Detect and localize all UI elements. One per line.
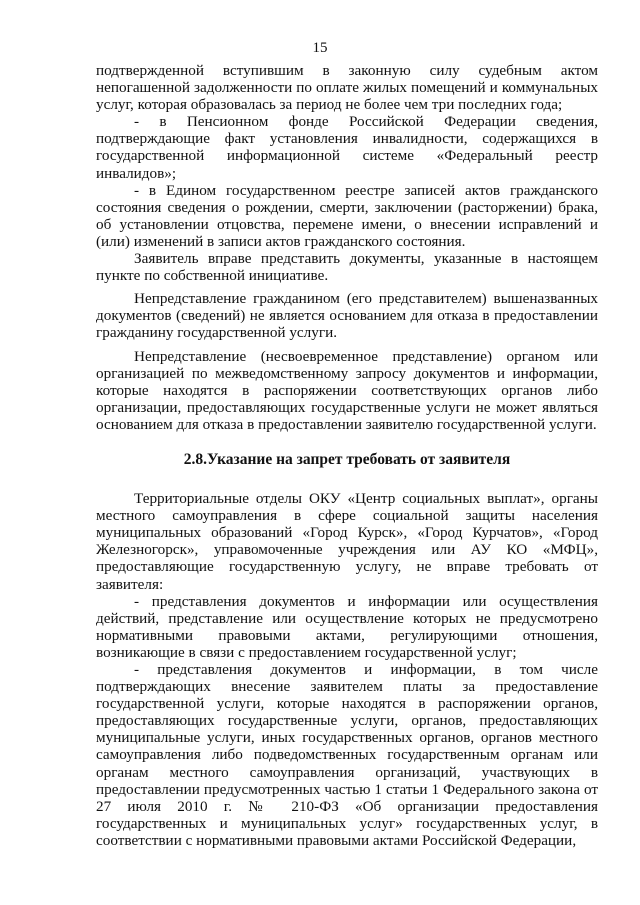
section-heading: 2.8.Указание на запрет требовать от заявителя xyxy=(183,450,511,468)
paragraph-debt: подтвержденной вступившим в законную силу судебным актом непогашенной задолженности по оплате жилых помещений и коммунальных услуг, которая образовалась за период не более чем три последних года; xyxy=(96,62,598,114)
paragraph-prohibited-requirements: Территориальные отделы ОКУ «Центр социальных выплат», органы местного самоуправления в сфере социальной защиты населения муниципальных образований «Город Курск», «Город Курчатов», «Город Железногорск», управомоченные учреждения или АУ КО «МФЦ», предоставляющие государственную услугу, не вправе требовать от заявителя: xyxy=(96,490,598,593)
paragraph-pension-fund: - в Пенсионном фонде Российской Федерации сведения, подтверждающие факт установления инвалидности, содержащихся в государственной информационной системе «Федеральный реестр инвалидов»; xyxy=(96,113,598,182)
paragraph-civil-registry: - в Едином государственном реестре записей актов гражданского состояния сведения о рождении, смерти, заключении (расторжении) брака, об установлении отцовства, перемене имени, о внесении исправлений и (или) изменений в записи актов гражданского состояния. xyxy=(96,181,598,250)
paragraph-own-initiative: Заявитель вправе представить документы, указанные в настоящем пункте по собственной инициативе. xyxy=(96,250,598,285)
body-text xyxy=(96,62,598,849)
page-number: 15 xyxy=(312,40,328,56)
paragraph-non-submission-citizen: Непредставление гражданином (его представителем) вышеназванных документов (сведений) не является основанием для отказа в предоставлении гражданину государственной услуги. xyxy=(96,290,598,342)
paragraph-non-submission-organ: Непредставление (несвоевременное представление) органом или организацией по межведомственному запросу документов и информации, которые находятся в распоряжении соответствующих органов либо организации, предоставляющих государственные услуги не может являться основанием для отказа в предоставлении заявителю государственной услуги. xyxy=(96,347,598,433)
list-item-documents-actions: - представления документов и информации или осуществления действий, представление или осуществление которых не предусмотрено нормативными правовыми актами, регулирующими отношения, возникающие в связи с предоставлением государственной услуг; xyxy=(96,592,598,661)
list-item-documents-in-possession: - представления документов и информации, в том числе подтверждающих внесение заявителем платы за предоставление государственной услуги, которые находятся в распоряжении органов, предоставляющих государственные услуги, органов, предоставляющих муниципальные услуги, иных государственных органов, органов местного самоуправления либо подведомственных государственным органам или органам местного самоуправления организаций, участвующих в предоставлении предусмотренных частью 1 статьи 1 Федерального закона от 27 июля 2010 г. № 210-ФЗ «Об организации предоставления государственных и муниципальных услуг» государственных услуг, в соответствии с нормативными правовыми актами Российской Федерации, xyxy=(96,661,598,849)
